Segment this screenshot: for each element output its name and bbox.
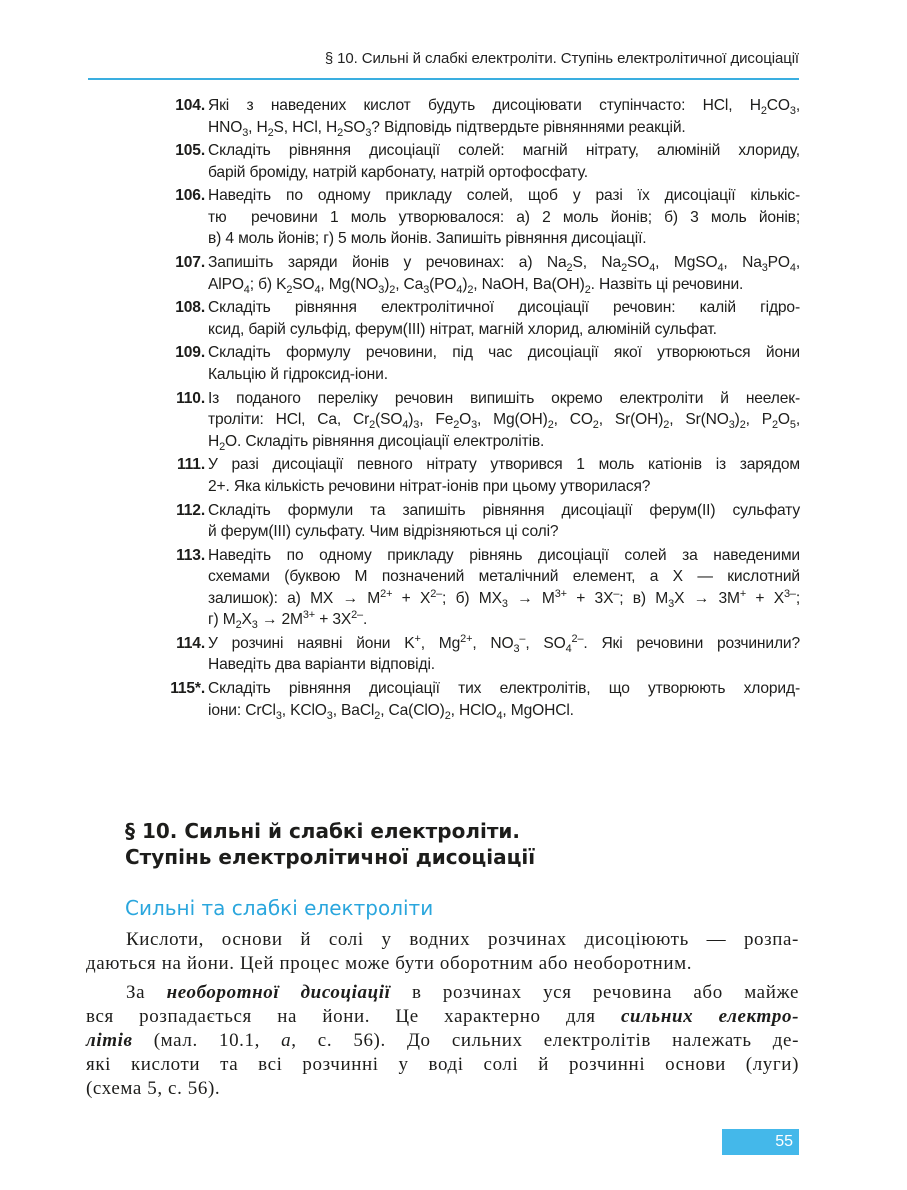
exercise-text bbox=[208, 297, 800, 340]
exercise-line: Наведіть два варіанти відповіді. bbox=[208, 656, 435, 674]
exercise-line: й ферум(III) сульфату. Чим відрізняються ці солі? bbox=[208, 523, 559, 540]
exercise-line: ксид, барій сульфід, ферум(III) нітрат, магній хлорид, алюміній сульфат. bbox=[208, 320, 717, 338]
exercise-line: $HNO_3$, $H_2S$, HCl, $H_2SO_3$? Відповідь підтвердьте рівняннями реакцій. bbox=[208, 118, 686, 139]
exercise-item bbox=[160, 500, 800, 543]
exercise-line: Із поданого переліку речовин випишіть окремо електроліти й неелек- bbox=[208, 389, 800, 407]
exercise-item bbox=[160, 342, 800, 385]
paragraph-line: Кислоти, основи й солі у водних розчинах дисоціюють — розпа- bbox=[126, 929, 799, 950]
paragraph-line: які кислоти та всі розчинні у воді солі й розчинні основи (луги) bbox=[86, 1054, 799, 1075]
exercise-line: Кальцію й гідроксид-іони. bbox=[208, 365, 388, 383]
exercise-item bbox=[160, 140, 800, 183]
exercise-list bbox=[160, 95, 800, 723]
exercise-item bbox=[160, 297, 800, 340]
exercise-line: г) $M_2X_3 \to 2M^{3+} + 3X^{2-}$. bbox=[208, 609, 368, 632]
exercise-line: $H_2O$. Складіть рівняння дисоціації електролітів. bbox=[208, 432, 545, 453]
running-head: § 10. Сильні й слабкі електроліти. Ступінь електролітичної дисоціації bbox=[324, 50, 799, 67]
section-title-line1: § 10. Сильні й слабкі електроліти. bbox=[125, 819, 521, 843]
exercise-line: Які з наведених кислот будуть дисоціювати ступінчасто: HCl, $H_2CO_3$, bbox=[208, 97, 800, 118]
exercise-number: 110. bbox=[176, 389, 205, 407]
exercise-text bbox=[208, 545, 800, 631]
exercise-text bbox=[208, 95, 800, 138]
exercise-number: 106. bbox=[175, 187, 205, 205]
exercise-number: 111. bbox=[176, 456, 205, 474]
exercise-item bbox=[160, 633, 800, 676]
text-run: За bbox=[126, 982, 167, 1003]
exercise-item bbox=[160, 545, 800, 631]
exercise-text bbox=[208, 252, 800, 295]
exercise-line: схемами (буквою M позначений металічний елемент, а X — кислотний bbox=[208, 568, 800, 586]
exercise-number: 109. bbox=[175, 344, 205, 362]
exercise-number: 108. bbox=[175, 299, 205, 317]
text-run: в розчинах уся речовина або майже bbox=[390, 982, 799, 1003]
exercise-number: 105. bbox=[175, 142, 205, 160]
paragraph-2 bbox=[86, 981, 799, 1101]
exercise-text bbox=[208, 388, 800, 453]
figure-ref-letter: а bbox=[281, 1030, 292, 1051]
exercise-line: Наведіть по одному прикладу солей, щоб у разі їх дисоціації кількіс- bbox=[208, 187, 800, 205]
exercise-number: 112. bbox=[176, 501, 205, 519]
header-rule bbox=[88, 78, 799, 80]
exercise-text bbox=[208, 454, 800, 497]
exercise-line: Складіть формулу речовини, під час дисоціації якої утворюються йони bbox=[208, 344, 800, 362]
exercise-number: 113. bbox=[176, 546, 205, 564]
page-number: 55 bbox=[722, 1129, 799, 1155]
exercise-line: Складіть рівняння електролітичної дисоціації речовин: калій гідро- bbox=[208, 299, 800, 317]
paragraph-line: даються на йони. Цей процес може бути оборотним або необоротним. bbox=[86, 953, 693, 974]
term-irreversible-dissociation: необоротної дисоціації bbox=[166, 982, 391, 1003]
term-strong-electrolytes: сильних електро- bbox=[620, 1006, 799, 1027]
exercise-line: У розчині наявні йони K+, $Mg^{2+}$, $NO_3^-$, $SO_4^{2-}$. Які речовини розчинили? bbox=[208, 632, 800, 655]
text-run: вся розпадається на йони. Це характерно для bbox=[86, 1006, 621, 1027]
exercise-line: тю речовини 1 моль утворювалося: а) 2 моль йонів; б) 3 моль йонів; bbox=[208, 208, 800, 226]
exercise-item bbox=[160, 185, 800, 250]
section-title bbox=[125, 818, 805, 870]
exercise-text bbox=[208, 140, 800, 183]
exercise-item bbox=[160, 252, 800, 295]
exercise-line: AlPO$_4$; б) $K_2SO_4$, $Mg(NO_3)_2$, $Ca_3(PO_4)_2$, NaOH, $Ba(OH)_2$. Назвіть ці речовини. bbox=[208, 275, 744, 296]
text-run: , с. 56). До сильних електролітів належать де- bbox=[291, 1030, 799, 1051]
exercise-line: Наведіть по одному прикладу рівнянь дисоціації солей за наведеними bbox=[208, 546, 800, 564]
exercise-text bbox=[208, 678, 800, 721]
exercise-item bbox=[160, 388, 800, 453]
exercise-line: 2+. Яка кількість речовини нітрат-іонів при цьому утворилася? bbox=[208, 477, 651, 495]
exercise-line: Запишіть заряди йонів у речовинах: а) $Na_2S$, $Na_2SO_4$, MgSO$_4$, $Na_3PO_4$, bbox=[208, 254, 800, 275]
exercise-text bbox=[208, 500, 800, 543]
exercise-number: 104. bbox=[175, 97, 205, 114]
exercise-text bbox=[208, 185, 800, 250]
exercise-item bbox=[160, 454, 800, 497]
exercise-line: Складіть рівняння дисоціації тих електролітів, що утворюють хлорид- bbox=[208, 680, 800, 698]
section-title-line2: Ступінь електролітичної дисоціації bbox=[125, 845, 536, 869]
paragraph-line: (схема 5, с. 56). bbox=[86, 1078, 221, 1099]
exercise-line: іони: CrCl$_3$, KClO$_3$, BaCl$_2$, $Ca(ClO)_2$, HClO$_4$, MgOHCl. bbox=[208, 701, 574, 722]
exercise-line: Складіть рівняння дисоціації солей: магній нітрату, алюміній хлориду, bbox=[208, 142, 800, 160]
body-text bbox=[86, 928, 799, 1106]
exercise-number: 115*. bbox=[170, 680, 205, 698]
exercise-text bbox=[208, 342, 800, 385]
exercise-line: в) 4 моль йонів; г) 5 моль йонів. Запишіть рівняння дисоціації. bbox=[208, 230, 647, 248]
exercise-text bbox=[208, 633, 800, 676]
paragraph-line bbox=[86, 1029, 799, 1053]
paragraph-1 bbox=[86, 928, 799, 976]
exercise-item bbox=[160, 95, 800, 138]
paragraph-line bbox=[86, 981, 799, 1005]
subsection-heading: Сильні та слабкі електроліти bbox=[125, 896, 434, 920]
exercise-line: троліти: HCl, Ca, $Cr_2(SO_4)_3$, $Fe_2O_3$, $Mg(OH)_2$, $CO_2$, $Sr(OH)_2$, $Sr(NO_3)_2$, $P_2O_5$, bbox=[208, 411, 801, 432]
term-strong-electrolytes-end: літів bbox=[86, 1030, 133, 1051]
exercise-item bbox=[160, 678, 800, 721]
text-run: (мал. 10.1, bbox=[132, 1030, 282, 1051]
exercise-number: 114. bbox=[176, 634, 205, 652]
exercise-line: барій броміду, натрій карбонату, натрій ортофосфату. bbox=[208, 163, 588, 181]
exercise-line: залишок): а) MX → $M^{2+} + X^{2-}$; б) $MX_3 \to M^{3+} + 3X^-$; в) $M_3X \to 3M^+ + X^{3-}$; bbox=[208, 587, 801, 610]
exercise-line: Складіть формули та запишіть рівняння дисоціації ферум(II) сульфату bbox=[208, 501, 800, 519]
exercise-line: У разі дисоціації певного нітрату утворився 1 моль катіонів із зарядом bbox=[208, 456, 800, 474]
paragraph-line bbox=[86, 1005, 799, 1029]
exercise-number: 107. bbox=[175, 254, 205, 272]
